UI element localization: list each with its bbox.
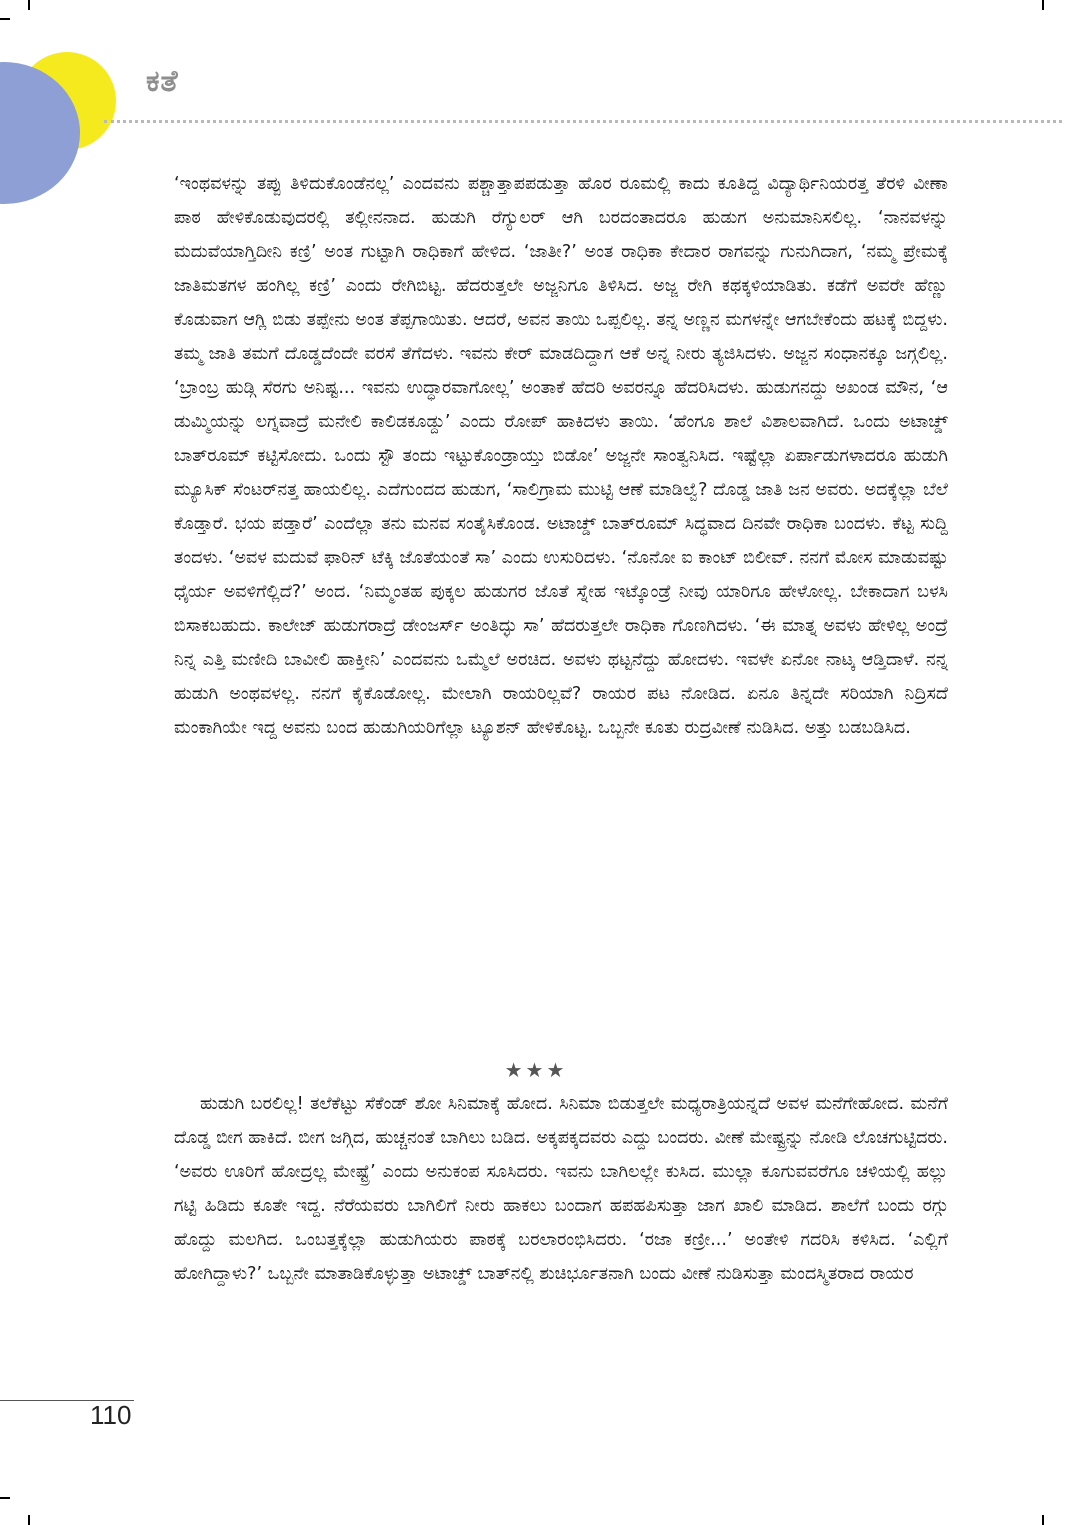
section-separator: ★★★: [504, 1058, 568, 1082]
header-dotted-rule: [104, 120, 1062, 123]
story-paragraph-2: ಹುಡುಗಿ ಬರಲಿಲ್ಲ! ತಲೆಕೆಟ್ಟು ಸೆಕೆಂಡ್ ಶೋ ಸಿನಿಮಾಕ್ಕೆ ಹೋದ. ಸಿನಿಮಾ ಬಿಡುತ್ತಲೇ ಮಧ್ಯರಾತ್ರಿಯನ್ನದೆ ಅವಳ ಮನೆಗೇಹೋದ. ಮನೆಗೆ ದೊಡ್ಡ ಬೀಗ ಹಾಕಿದೆ. ಬೀಗ ಜಗ್ಗಿದ, ಹುಚ್ಚನಂತೆ ಬಾಗಿಲು ಬಡಿದ. ಅಕ್ಕಪಕ್ಕದವರು ಎದ್ದು ಬಂದರು. ವೀಣೆ ಮೇಷ್ಟ್ರನ್ನು ನೋಡಿ ಲೊಚಗುಟ್ಟಿದರು. ‘ಅವರು ಊರಿಗೆ ಹೋದ್ರಲ್ಲ ಮೇಷ್ಟ್ರೆ’ ಎಂದು ಅನುಕಂಪ ಸೂಸಿದರು. ಇವನು ಬಾಗಿಲಲ್ಲೇ ಕುಸಿದ. ಮುಲ್ಲಾ ಕೂಗುವವರೆಗೂ ಚಳಿಯಲ್ಲಿ ಹಲ್ಲು ಗಟ್ಟಿ ಹಿಡಿದು ಕೂತೇ ಇದ್ದ. ನೆರೆಯವರು ಬಾಗಿಲಿಗೆ ನೀರು ಹಾಕಲು ಬಂದಾಗ ಹಪಹಪಿಸುತ್ತಾ ಜಾಗ ಖಾಲಿ ಮಾಡಿದ. ಶಾಲೆಗೆ ಬಂದು ರಗ್ಗು ಹೊದ್ದು ಮಲಗಿದ. ಒಂಬತ್ತಕ್ಕೆಲ್ಲಾ ಹುಡುಗಿಯರು ಪಾಠಕ್ಕೆ ಬರಲಾರಂಭಿಸಿದರು. ‘ರಜಾ ಕಣ್ರೀ...’ ಅಂತೇಳಿ ಗದರಿಸಿ ಕಳಿಸಿದ. ‘ಎಲ್ಲಿಗೆ ಹೋಗಿದ್ದಾಳು?’ ಒಬ್ಬನೇ ಮಾತಾಡಿಕೊಳ್ಳುತ್ತಾ ಅಟಾಚ್ಡ್ ಬಾತ್‌ನಲ್ಲಿ ಶುಚಿರ್ಭೂತನಾಗಿ ಬಂದು ವೀಣೆ ನುಡಿಸುತ್ತಾ ಮಂದಸ್ಮಿತರಾದ ರಾಯರ: [174, 1094, 948, 1284]
crop-mark-top-left: [28, 0, 30, 10]
crop-mark-bottom-right: [1042, 1515, 1044, 1525]
crop-mark-left-bottom: [0, 1497, 10, 1499]
section-label: ಕತೆ: [146, 64, 179, 99]
story-paragraph-1: ‘ಇಂಥವಳನ್ನು ತಪ್ಪು ತಿಳಿದುಕೊಂಡೆನಲ್ಲ’ ಎಂದವನು ಪಶ್ಚಾತ್ತಾಪಪಡುತ್ತಾ ಹೊರ ರೂಮಲ್ಲಿ ಕಾದು ಕೂತಿದ್ದ ವಿದ್ಯಾರ್ಥಿನಿಯರತ್ತ ತೆರಳಿ ವೀಣಾ ಪಾಠ ಹೇಳಿಕೊಡುವುದರಲ್ಲಿ ತಲ್ಲೀನನಾದ. ಹುಡುಗಿ ರೆಗ್ಯುಲರ್ ಆಗಿ ಬರದಂತಾದರೂ ಹುಡುಗ ಅನುಮಾನಿಸಲಿಲ್ಲ. ‘ನಾನವಳನ್ನು ಮದುವೆಯಾಗ್ತಿದೀನಿ ಕಣ್ರಿ’ ಅಂತ ಗುಟ್ಟಾಗಿ ರಾಧಿಕಾಗೆ ಹೇಳಿದ. ‘ಜಾತೀ?’ ಅಂತ ರಾಧಿಕಾ ಕೇದಾರ ರಾಗವನ್ನು ಗುನುಗಿದಾಗ, ‘ನಮ್ಮ ಪ್ರೇಮಕ್ಕೆ ಜಾತಿಮತಗಳ ಹಂಗಿಲ್ಲ ಕಣ್ರಿ’ ಎಂದು ರೇಗಿಬಿಟ್ಟ. ಹೆದರುತ್ತಲೇ ಅಜ್ಜನಿಗೂ ತಿಳಿಸಿದ. ಅಜ್ಜ ರೇಗಿ ಕಥಕ್ಕಳಿಯಾಡಿತು. ಕಡೆಗೆ ಅವರೇ ಹೆಣ್ಣು ಕೊಡುವಾಗ ಆಗ್ಲಿ ಬಿಡು ತಪ್ಪೇನು ಅಂತ ತೆಪ್ಪಗಾಯಿತು. ಆದರೆ, ಅವನ ತಾಯಿ ಒಪ್ಪಲಿಲ್ಲ. ತನ್ನ ಅಣ್ಣನ ಮಗಳನ್ನೇ ಆಗಬೇಕೆಂದು ಹಟಕ್ಕೆ ಬಿದ್ದಳು. ತಮ್ಮ ಜಾತಿ ತಮಗೆ ದೊಡ್ಡದೆಂದೇ ವರಸೆ ತೆಗೆದಳು. ಇವನು ಕೇರ್ ಮಾಡದಿದ್ದಾಗ ಆಕೆ ಅನ್ನ ನೀರು ತ್ಯಜಿಸಿದಳು. ಅಜ್ಜನ ಸಂಧಾನಕ್ಕೂ ಜಗ್ಗಲಿಲ್ಲ. ‘ಬ್ರಾಂಬ್ರ ಹುಡ್ಗಿ ಸೆರಗು ಅನಿಷ್ಟ... ಇವನು ಉದ್ಧಾರವಾಗೋಲ್ಲ’ ಅಂತಾಕೆ ಹೆದರಿ ಅವರನ್ನೂ ಹೆದರಿಸಿದಳು. ಹುಡುಗನದ್ದು ಅಖಂಡ ಮೌನ, ‘ಆ ಡುಮ್ಮಿಯನ್ನು ಲಗ್ನವಾದ್ರೆ ಮನೇಲಿ ಕಾಲಿಡಕೂಡ್ದು’ ಎಂದು ರೋಪ್ ಹಾಕಿದಳು ತಾಯಿ. ‘ಹೆಂಗೂ ಶಾಲೆ ವಿಶಾಲವಾಗಿದೆ. ಒಂದು ಅಟಾಚ್ಡ್ ಬಾತ್‌ರೂಮ್ ಕಟ್ಟಿಸೋದು. ಒಂದು ಸ್ಟೌ ತಂದು ಇಟ್ಟುಕೊಂಡ್ರಾಯ್ತು ಬಿಡೋ’ ಅಜ್ಜನೇ ಸಾಂತ್ವನಿಸಿದ. ಇಷ್ಟೆಲ್ಲಾ ಏರ್ಪಾಡುಗಳಾದರೂ ಹುಡುಗಿ ಮ್ಯೂಸಿಕ್ ಸೆಂಟರ್‌ನತ್ತ ಹಾಯಲಿಲ್ಲ. ಎದೆಗುಂದದ ಹುಡುಗ, ‘ಸಾಲಿಗ್ರಾಮ ಮುಟ್ಟಿ ಆಣೆ ಮಾಡಿಲ್ವೆ? ದೊಡ್ಡ ಜಾತಿ ಜನ ಅವರು. ಅದಕ್ಕೆಲ್ಲಾ ಬೆಲೆ ಕೊಡ್ತಾರೆ. ಭಯ ಪಡ್ತಾರೆ’ ಎಂದೆಲ್ಲಾ ತನು ಮನವ ಸಂತೈಸಿಕೊಂಡ. ಅಟಾಚ್ಡ್ ಬಾತ್‌ರೂಮ್ ಸಿದ್ಧವಾದ ದಿನವೇ ರಾಧಿಕಾ ಬಂದಳು. ಕೆಟ್ಟ ಸುದ್ದಿ ತಂದಳು. ‘ಅವಳ ಮದುವೆ ಫಾರಿನ್ ಟೆಕ್ಕಿ ಜೊತೆಯಂತೆ ಸಾ’ ಎಂದು ಉಸುರಿದಳು. ‘ನೊನೋ ಐ ಕಾಂಟ್ ಬಿಲೀವ್. ನನಗೆ ಮೋಸ ಮಾಡುವಷ್ಟು ಧೈರ್ಯ ಅವಳಿಗೆಲ್ಲಿದೆ?’ ಅಂದ. ‘ನಿಮ್ಮಂತಹ ಪುಕ್ಕಲ ಹುಡುಗರ ಜೊತೆ ಸ್ನೇಹ ಇಟ್ಕೊಂಡ್ರೆ ನೀವು ಯಾರಿಗೂ ಹೇಳೋಲ್ಲ. ಬೇಕಾದಾಗ ಬಳಸಿ ಬಿಸಾಕಬಹುದು. ಕಾಲೇಜ್ ಹುಡುಗರಾದ್ರೆ ಡೇಂಜರ್ಸ್ ಅಂತಿದ್ಳು ಸಾ’ ಹೆದರುತ್ತಲೇ ರಾಧಿಕಾ ಗೊಣಗಿದಳು. ‘ಈ ಮಾತ್ನ ಅವಳು ಹೇಳಿಲ್ಲ ಅಂದ್ರೆ ನಿನ್ನ ಎತ್ತಿ ಮಣೀದಿ ಬಾವೀಲಿ ಹಾಕ್ತೀನಿ’ ಎಂದವನು ಒಮ್ಮೆಲೆ ಅರಚಿದ. ಅವಳು ಥಟ್ಟನೆದ್ದು ಹೋದಳು. ಇವಳೇ ಏನೋ ನಾಟ್ಕ ಆಡ್ತಿದಾಳೆ. ನನ್ನ ಹುಡುಗಿ ಅಂಥವಳಲ್ಲ. ನನಗೆ ಕೈಕೊಡೋಲ್ಲ. ಮೇಲಾಗಿ ರಾಯರಿಲ್ಲವೆ? ರಾಯರ ಪಟ ನೋಡಿದ. ಏನೂ ತಿನ್ನದೇ ಸರಿಯಾಗಿ ನಿದ್ರಿಸದೆ ಮಂಕಾಗಿಯೇ ಇದ್ದ ಅವನು ಬಂದ ಹುಡುಗಿಯರಿಗೆಲ್ಲಾ ಟ್ಯೂಶನ್ ಹೇಳಿಕೊಟ್ಟ. ಒಬ್ಬನೇ ಕೂತು ರುದ್ರವೀಣೆ ನುಡಿಸಿದ. ಅತ್ತು ಬಡಬಡಿಸಿದ.: [174, 174, 948, 738]
crop-mark-top-right: [1042, 0, 1044, 10]
crop-mark-left-top: [0, 18, 10, 20]
page-number: 110: [90, 1400, 132, 1430]
crop-mark-bottom-left: [28, 1515, 30, 1525]
